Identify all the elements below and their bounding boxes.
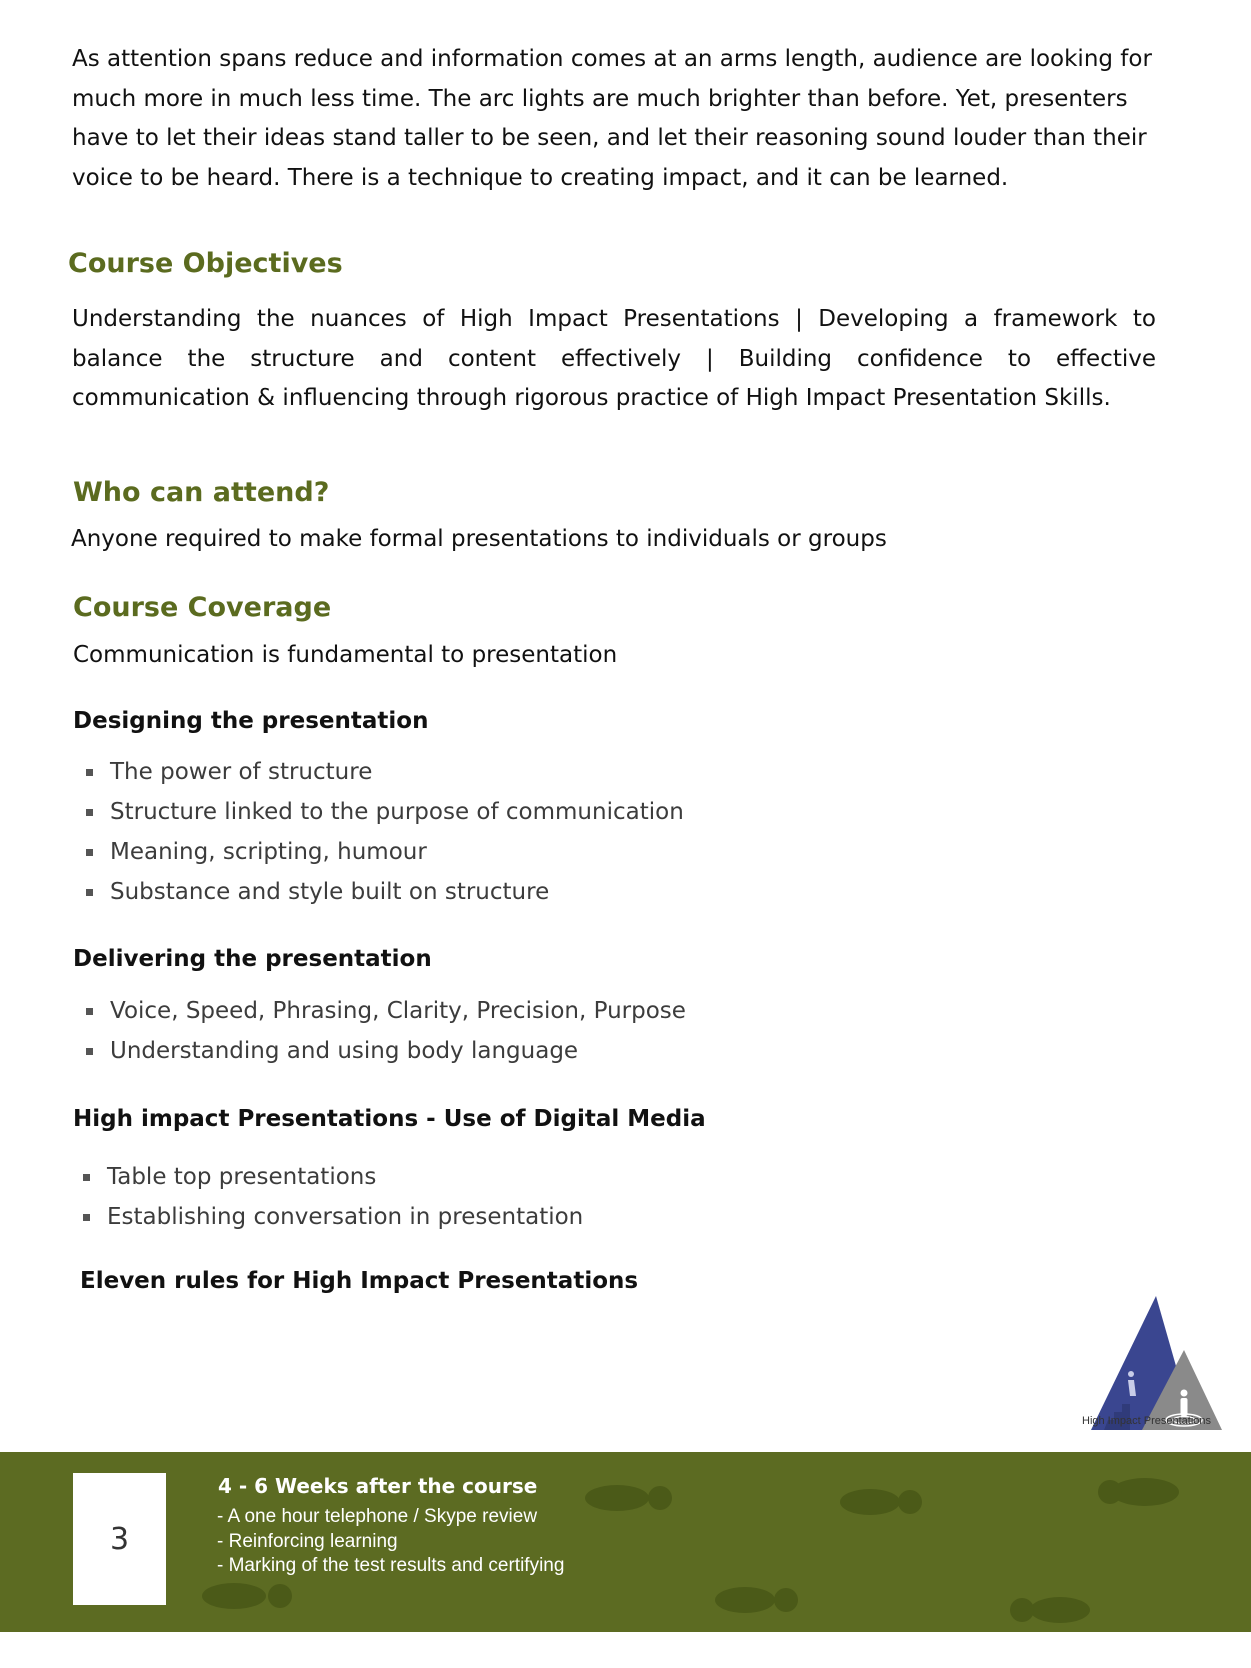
footer-title: 4 - 6 Weeks after the course xyxy=(218,1474,538,1498)
delivering-list xyxy=(84,991,686,1071)
section-title-designing: Designing the presentation xyxy=(73,708,429,734)
section-title-delivering: Delivering the presentation xyxy=(73,946,432,972)
footsteps-decoration xyxy=(0,1452,1251,1632)
bullet-square-icon xyxy=(86,769,93,776)
footer-line: - Marking of the test results and certifying xyxy=(217,1555,565,1576)
triangle-logo-icon xyxy=(1084,1296,1230,1434)
logo-caption: High Impact Presentations xyxy=(1082,1415,1212,1427)
bullet-square-icon xyxy=(86,849,93,856)
who-can-attend-heading: Who can attend? xyxy=(73,477,330,508)
bullet-square-icon xyxy=(86,809,93,816)
bullet-square-icon xyxy=(86,889,93,896)
designing-list xyxy=(84,752,684,912)
list-item: Establishing conversation in presentation xyxy=(81,1197,583,1237)
course-objectives-text: Understanding the nuances of High Impact Presentations | Developing a framework to balance the structure and content effectively | Building confidence to effective communication & influencing through rigorous practice of High Impact Presentation Skills. xyxy=(72,306,1156,411)
digital-media-list xyxy=(81,1157,583,1237)
list-item: The power of structure xyxy=(84,752,684,792)
intro-paragraph: As attention spans reduce and information comes at an arms length, audience are looking for much more in much less time. The arc lights are much brighter than before. Yet, presenters have to let their ideas stand taller to be seen, and let their reasoning sound louder than their voice to be heard. There is a technique to creating impact, and it can be learned. xyxy=(72,46,1152,191)
course-coverage-intro: Communication is fundamental to presentation xyxy=(73,642,618,668)
bullet-square-icon xyxy=(83,1174,90,1181)
list-item: Understanding and using body language xyxy=(84,1031,686,1071)
bullet-square-icon xyxy=(83,1214,90,1221)
list-item: Substance and style built on structure xyxy=(84,872,684,912)
section-title-digital-media: High impact Presentations - Use of Digital Media xyxy=(73,1106,706,1132)
list-item: Voice, Speed, Phrasing, Clarity, Precision, Purpose xyxy=(84,991,686,1031)
eleven-rules-title: Eleven rules for High Impact Presentations xyxy=(80,1268,639,1294)
list-item: Meaning, scripting, humour xyxy=(84,832,684,872)
who-can-attend-text: Anyone required to make formal presentations to individuals or groups xyxy=(71,526,887,552)
footer-list xyxy=(217,1505,564,1579)
bullet-square-icon xyxy=(86,1008,93,1015)
bullet-square-icon xyxy=(86,1048,93,1055)
page-number: 3 xyxy=(73,1473,166,1605)
list-item: Structure linked to the purpose of communication xyxy=(84,792,684,832)
course-objectives-heading: Course Objectives xyxy=(68,248,343,279)
footer-line: - A one hour telephone / Skype review xyxy=(217,1506,538,1527)
footer-line: - Reinforcing learning xyxy=(217,1530,398,1552)
course-coverage-heading: Course Coverage xyxy=(73,592,332,623)
list-item: Table top presentations xyxy=(81,1157,583,1197)
